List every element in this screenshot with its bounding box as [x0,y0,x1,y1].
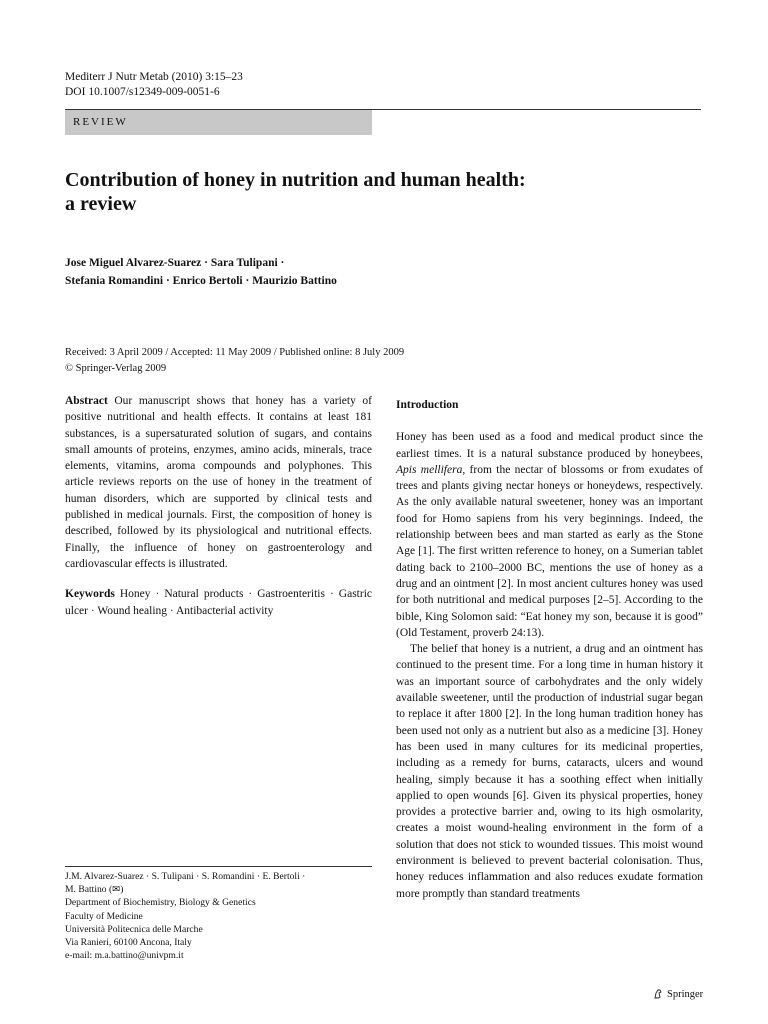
species-name: Apis mellifera [396,463,463,476]
copyright-line: © Springer-Verlag 2009 [65,363,167,374]
intro-p1-text-b: , from the nectar of blossoms or from exudates of trees and plants giving nectar honeys or honeydews, respectively. As the only available natural sweetener, honey was an important food for Homo sapiens from his very beginnings. Indeed, the relationship between bees and man started as early as the Stone Age [1]. The first written reference to honey, on a Sumerian tablet dating back to 2100–2000 BC, mentions the use of honey as a drug and an ointment [2]. In most ancient cultures honey was used for both nutritional and medical purposes [2–5]. According to the bible, King Solomon said: “Eat honey my son, because it is good” (Old Testament, proverb 24:13). [396,463,704,639]
intro-p1-text-a: Honey has been used as a food and medical product since the earliest times. It is a natural substance produced by honeybees, [396,431,703,460]
affil-line-1: J.M. Alvarez-Suarez · S. Tulipani · S. Romandini · E. Bertoli · [65,871,306,882]
affil-line-6: Via Ranieri, 60100 Ancona, Italy [65,937,192,949]
abstract-paragraph [65,393,372,572]
doi-line: DOI 10.1007/s12349-009-0051-6 [65,86,220,98]
author-affiliation [65,870,305,962]
right-column [396,397,703,902]
title-line-1: Contribution of honey in nutrition and human health: [65,169,526,191]
author-list [65,254,565,290]
authors-line-1: Jose Miguel Alvarez-Suarez · Sara Tulipani · [65,257,285,269]
footnote-divider [65,866,372,867]
publisher-mark [652,988,703,1000]
article-title [65,168,625,216]
abstract-text: Our manuscript shows that honey has a variety of positive nutritional and health effects. It contains at least 181 substances, is a supersaturated solution of sugars, and contains small amounts of proteins, enzymes, amino acids, minerals, trace elements, vitamins, aroma compounds and polyphones. This article reviews reports on the use of honey in the treatment of human disorders, which are supported by clinical tests and published in medical journals. First, the composition of honey is described, followed by its physiological and nutritional effects. Finally, the influence of honey on gastroenterology and cardiovascular effects is illustrated. [65,395,373,570]
intro-paragraph-2: The belief that honey is a nutrient, a drug and an ointment has continued to the present time. For a long time in human history it was an important source of carbohydrates and the only widely available sweetener, until the production of industrial sugar began to replace it after 1800 [2]. In the long human tradition honey has been used not only as a nutrient but also as a medicine [3]. Honey has been used in many cultures for its medicinal properties, including as a remedy for burns, cataracts, ulcers and wound healing, simply because it has a soothing effect when initially applied to open wounds [6]. Given its physical properties, honey provides a protective barrier and, owing to its high osmolarity, creates a moist wound-healing environment in the form of a solution that does not stick to wounded tissues. This moist wound environment is believed to prevent bacterial colonisation. Thus, honey reduces inflammation and also reduces exudate formation more promptly than standard treatments [396,643,703,900]
publication-dates [65,345,404,377]
keywords-label: Keywords [65,588,115,601]
affil-line-2: M. Battino (✉) [65,884,124,896]
left-column [65,393,372,619]
keywords-paragraph [65,586,372,619]
affil-line-5: Università Politecnica delle Marche [65,923,203,935]
affil-line-4: Faculty of Medicine [65,910,143,922]
authors-line-2: Stefania Romandini · Enrico Bertoli · Maurizio Battino [65,275,337,287]
intro-paragraph-1 [396,429,703,641]
title-line-2: a review [65,193,137,215]
received-line: Received: 3 April 2009 / Accepted: 11 May 2009 / Published online: 8 July 2009 [65,347,405,358]
introduction-heading: Introduction [396,399,459,411]
keywords-text: Honey · Natural products · Gastroenteritis · Gastric ulcer · Wound healing · Antibacterial activity [65,588,372,617]
journal-citation [65,70,243,100]
affil-line-3: Department of Biochemistry, Biology & Genetics [65,897,256,909]
affil-line-7: e-mail: m.a.battino@univpm.it [65,950,184,962]
publisher-name: Springer [667,988,704,1000]
section-label: REVIEW [65,110,372,135]
abstract-label: Abstract [65,395,108,407]
journal-line: Mediterr J Nutr Metab (2010) 3:15–23 [65,71,243,83]
springer-horse-icon [652,988,664,1000]
